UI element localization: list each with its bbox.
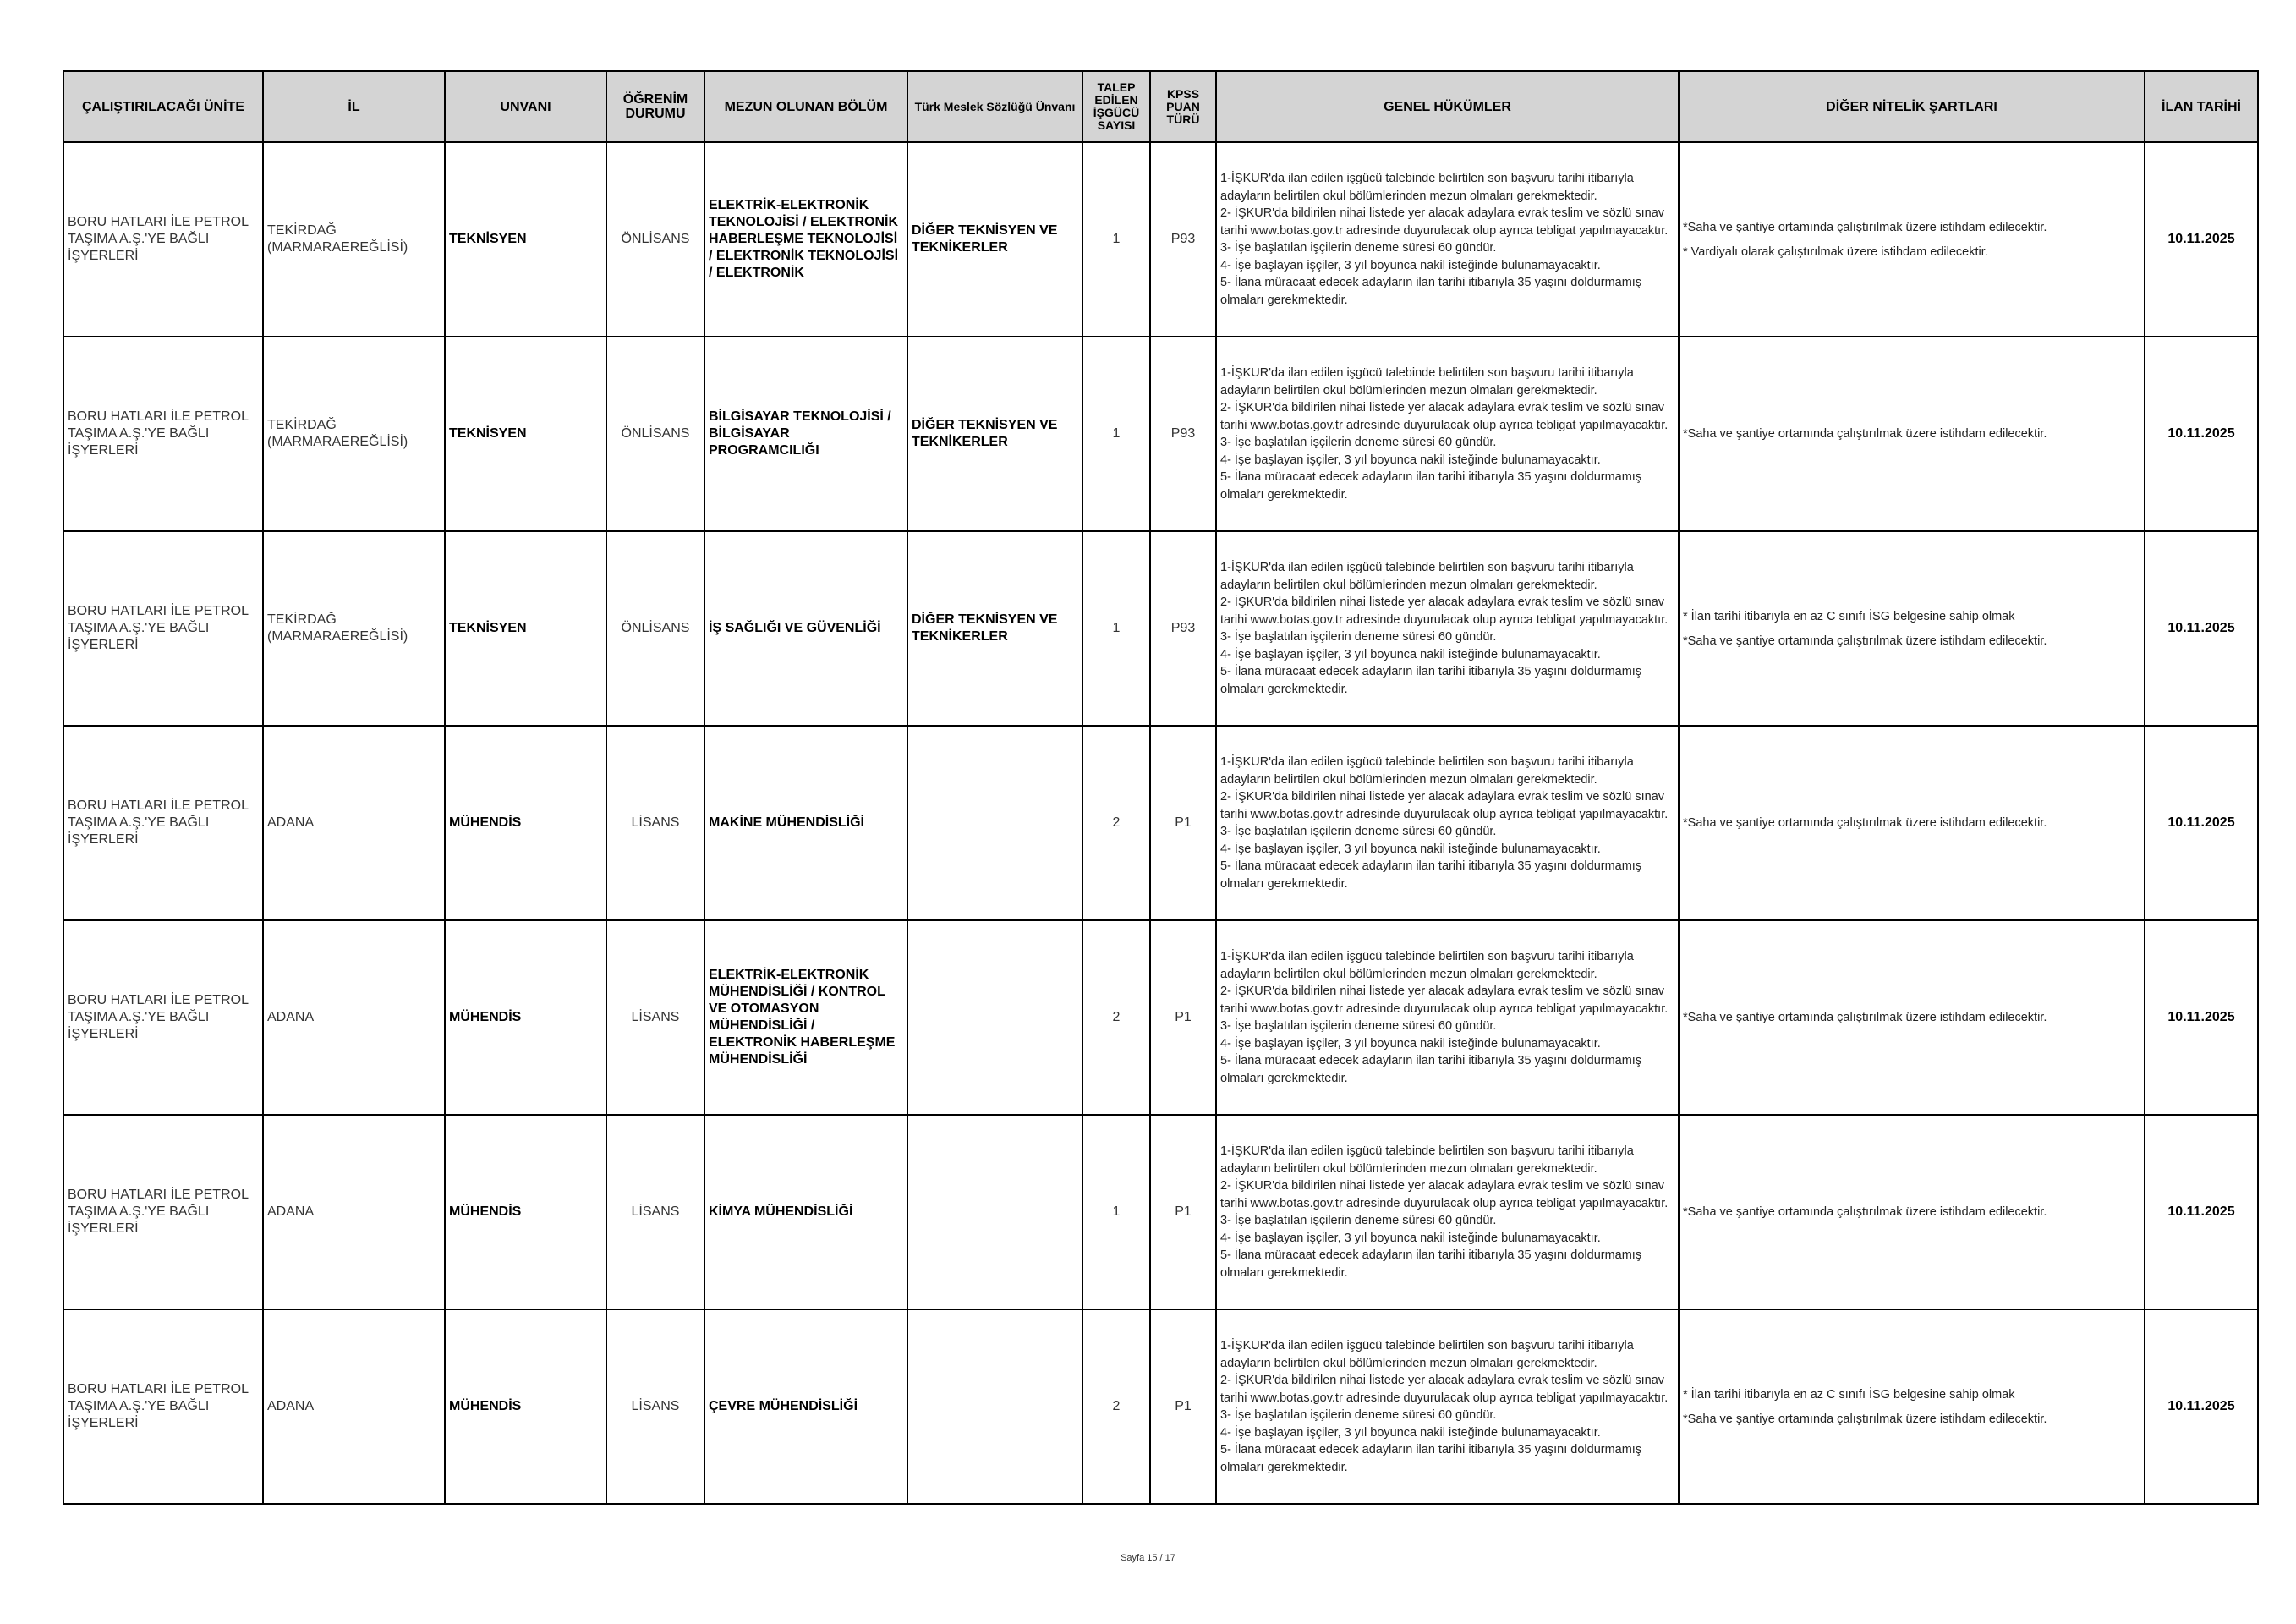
rule-item: 3- İşe başlatılan işçilerin deneme süresi 60 gündür. [1220,436,1497,449]
requirement-item: *Saha ve şantiye ortamında çalıştırılmak üzere istihdam edilecektir. [1683,220,2047,234]
header-row [63,71,2258,142]
requirement-item: *Saha ve şantiye ortamında çalıştırılmak üzere istihdam edilecektir. [1683,1205,2047,1219]
kpss-cell: P1 [1150,920,1216,1115]
requirement-item: * Vardiyalı olarak çalıştırılmak üzere istihdam edilecektir. [1683,244,1988,259]
count-cell: 1 [1082,1115,1150,1309]
rule-item: 2- İŞKUR'da bildirilen nihai listede yer alacak adaylara evrak teslim ve sözlü sınav tarihi www.botas.gov.tr adresinde duyurulacak olup ayrıca tebligat yapılmayacaktır. [1220,595,1669,627]
city-cell: TEKİRDAĞ (MARMARAEREĞLİSİ) [263,531,445,726]
education-cell: ÖNLİSANS [606,337,704,531]
kpss-cell: P93 [1150,337,1216,531]
table-row [63,920,2258,1115]
rule-item: 1-İŞKUR'da ilan edilen işgücü talebinde belirtilen son başvuru tarihi itibarıyla adayların belirtilen okul bölümlerinden mezun olmaları gerekmektedir. [1220,1144,1634,1176]
title-cell: TEKNİSYEN [445,142,606,337]
rule-item: 1-İŞKUR'da ilan edilen işgücü talebinde belirtilen son başvuru tarihi itibarıyla adayların belirtilen okul bölümlerinden mezun olmaları gerekmektedir. [1220,172,1634,203]
rule-item: 5- İlana müracaat edecek adayların ilan tarihi itibarıyla 35 yaşını doldurmamış olmaları gerekmektedir. [1220,276,1642,307]
rule-item: 2- İŞKUR'da bildirilen nihai listede yer alacak adaylara evrak teslim ve sözlü sınav tarihi www.botas.gov.tr adresinde duyurulacak olup ayrıca tebligat yapılmayacaktır. [1220,206,1669,238]
city-cell: TEKİRDAĞ (MARMARAEREĞLİSİ) [263,337,445,531]
unit-cell: BORU HATLARI İLE PETROL TAŞIMA A.Ş.'YE BAĞLI İŞYERLERİ [63,920,263,1115]
title-cell: MÜHENDİS [445,726,606,920]
department-cell: ELEKTRİK-ELEKTRONİK TEKNOLOJİSİ / ELEKTRONİK HABERLEŞME TEKNOLOJİSİ / ELEKTRONİK TEKNOLOJİSİ / ELEKTRONİK [704,142,907,337]
requirement-item: *Saha ve şantiye ortamında çalıştırılmak üzere istihdam edilecektir. [1683,427,2047,441]
header-title: UNVANI [445,71,606,142]
general-rules-cell [1216,1309,1679,1504]
header-general-rules: GENEL HÜKÜMLER [1216,71,1679,142]
city-cell: ADANA [263,726,445,920]
count-cell: 1 [1082,337,1150,531]
date-cell: 10.11.2025 [2145,1309,2258,1504]
education-cell: ÖNLİSANS [606,142,704,337]
header-education: ÖĞRENİM DURUMU [606,71,704,142]
title-cell: TEKNİSYEN [445,337,606,531]
unit-cell: BORU HATLARI İLE PETROL TAŞIMA A.Ş.'YE BAĞLI İŞYERLERİ [63,337,263,531]
job-listing-table [63,70,2259,1505]
rule-item: 3- İşe başlatılan işçilerin deneme süresi 60 gündür. [1220,1019,1497,1033]
title-cell: TEKNİSYEN [445,531,606,726]
rule-item: 5- İlana müracaat edecek adayların ilan tarihi itibarıyla 35 yaşını doldurmamış olmaları gerekmektedir. [1220,1443,1642,1474]
table-row [63,1309,2258,1504]
requirement-item: *Saha ve şantiye ortamında çalıştırılmak üzere istihdam edilecektir. [1683,1412,2047,1426]
occupation-cell: DİĞER TEKNİSYEN VE TEKNİKERLER [907,142,1082,337]
title-cell: MÜHENDİS [445,1309,606,1504]
rule-item: 4- İşe başlayan işçiler, 3 yıl boyunca nakil isteğinde bulunamayacaktır. [1220,842,1601,856]
rule-item: 3- İşe başlatılan işçilerin deneme süresi 60 gündür. [1220,241,1497,255]
rule-item: 5- İlana müracaat edecek adayların ilan tarihi itibarıyla 35 yaşını doldurmamış olmaları gerekmektedir. [1220,1248,1642,1280]
rule-item: 3- İşe başlatılan işçilerin deneme süresi 60 gündür. [1220,1408,1497,1422]
requirement-item: *Saha ve şantiye ortamında çalıştırılmak üzere istihdam edilecektir. [1683,1011,2047,1024]
title-cell: MÜHENDİS [445,920,606,1115]
rule-item: 2- İŞKUR'da bildirilen nihai listede yer alacak adaylara evrak teslim ve sözlü sınav tarihi www.botas.gov.tr adresinde duyurulacak olup ayrıca tebligat yapılmayacaktır. [1220,985,1669,1016]
unit-cell: BORU HATLARI İLE PETROL TAŞIMA A.Ş.'YE BAĞLI İŞYERLERİ [63,531,263,726]
rule-item: 1-İŞKUR'da ilan edilen işgücü talebinde belirtilen son başvuru tarihi itibarıyla adayların belirtilen okul bölümlerinden mezun olmaları gerekmektedir. [1220,755,1634,787]
rule-item: 1-İŞKUR'da ilan edilen işgücü talebinde belirtilen son başvuru tarihi itibarıyla adayların belirtilen okul bölümlerinden mezun olmaları gerekmektedir. [1220,1339,1634,1370]
department-cell: İŞ SAĞLIĞI VE GÜVENLİĞİ [704,531,907,726]
table-row [63,726,2258,920]
header-date: İLAN TARİHİ [2145,71,2258,142]
rule-item: 5- İlana müracaat edecek adayların ilan tarihi itibarıyla 35 yaşını doldurmamış olmaları gerekmektedir. [1220,1054,1642,1085]
department-cell: MAKİNE MÜHENDİSLİĞİ [704,726,907,920]
requirement-item: * İlan tarihi itibarıyla en az C sınıfı İSG belgesine sahip olmak [1683,609,2015,623]
other-requirements-cell [1679,1115,2145,1309]
occupation-cell: DİĞER TEKNİSYEN VE TEKNİKERLER [907,531,1082,726]
other-requirements-cell [1679,531,2145,726]
page-number: Sayfa 15 / 17 [1121,1553,1175,1563]
header-city: İL [263,71,445,142]
rule-item: 3- İşe başlatılan işçilerin deneme süresi 60 gündür. [1220,1214,1497,1227]
general-rules-cell [1216,142,1679,337]
table-row [63,142,2258,337]
rule-item: 3- İşe başlatılan işçilerin deneme süresi 60 gündür. [1220,630,1497,644]
city-cell: ADANA [263,1115,445,1309]
unit-cell: BORU HATLARI İLE PETROL TAŞIMA A.Ş.'YE BAĞLI İŞYERLERİ [63,1309,263,1504]
other-requirements-cell [1679,726,2145,920]
general-rules-cell [1216,337,1679,531]
date-cell: 10.11.2025 [2145,1115,2258,1309]
occupation-cell [907,1115,1082,1309]
table-row [63,1115,2258,1309]
occupation-cell: DİĞER TEKNİSYEN VE TEKNİKERLER [907,337,1082,531]
kpss-cell: P1 [1150,1115,1216,1309]
rule-item: 5- İlana müracaat edecek adayların ilan tarihi itibarıyla 35 yaşını doldurmamış olmaları gerekmektedir. [1220,470,1642,502]
count-cell: 2 [1082,726,1150,920]
rule-item: 5- İlana müracaat edecek adayların ilan tarihi itibarıyla 35 yaşını doldurmamış olmaları gerekmektedir. [1220,665,1642,696]
other-requirements-cell [1679,337,2145,531]
kpss-cell: P93 [1150,531,1216,726]
rule-item: 4- İşe başlayan işçiler, 3 yıl boyunca nakil isteğinde bulunamayacaktır. [1220,647,1601,661]
other-requirements-cell [1679,142,2145,337]
rule-item: 4- İşe başlayan işçiler, 3 yıl boyunca nakil isteğinde bulunamayacaktır. [1220,258,1601,272]
other-requirements-cell [1679,1309,2145,1504]
header-department: MEZUN OLUNAN BÖLÜM [704,71,907,142]
general-rules-cell [1216,726,1679,920]
table-header [63,71,2258,142]
city-cell: ADANA [263,1309,445,1504]
header-other-requirements: DİĞER NİTELİK ŞARTLARI [1679,71,2145,142]
count-cell: 1 [1082,531,1150,726]
table-body [63,142,2258,1504]
city-cell: TEKİRDAĞ (MARMARAEREĞLİSİ) [263,142,445,337]
education-cell: LİSANS [606,920,704,1115]
general-rules-cell [1216,1115,1679,1309]
requirement-item: *Saha ve şantiye ortamında çalıştırılmak üzere istihdam edilecektir. [1683,634,2047,648]
rule-item: 1-İŞKUR'da ilan edilen işgücü talebinde belirtilen son başvuru tarihi itibarıyla adayların belirtilen okul bölümlerinden mezun olmaları gerekmektedir. [1220,561,1634,592]
requirement-item: *Saha ve şantiye ortamında çalıştırılmak üzere istihdam edilecektir. [1683,816,2047,830]
date-cell: 10.11.2025 [2145,337,2258,531]
requirement-item: * İlan tarihi itibarıyla en az C sınıfı İSG belgesine sahip olmak [1683,1387,2015,1402]
rule-item: 2- İŞKUR'da bildirilen nihai listede yer alacak adaylara evrak teslim ve sözlü sınav tarihi www.botas.gov.tr adresinde duyurulacak olup ayrıca tebligat yapılmayacaktır. [1220,1179,1669,1210]
rule-item: 4- İşe başlayan işçiler, 3 yıl boyunca nakil isteğinde bulunamayacaktır. [1220,453,1601,467]
education-cell: LİSANS [606,726,704,920]
rule-item: 4- İşe başlayan işçiler, 3 yıl boyunca nakil isteğinde bulunamayacaktır. [1220,1231,1601,1245]
department-cell: ELEKTRİK-ELEKTRONİK MÜHENDİSLİĞİ / KONTROL VE OTOMASYON MÜHENDİSLİĞİ / ELEKTRONİK HABERLEŞME MÜHENDİSLİĞİ [704,920,907,1115]
occupation-cell [907,1309,1082,1504]
date-cell: 10.11.2025 [2145,920,2258,1115]
education-cell: LİSANS [606,1309,704,1504]
department-cell: ÇEVRE MÜHENDİSLİĞİ [704,1309,907,1504]
occupation-cell [907,920,1082,1115]
date-cell: 10.11.2025 [2145,726,2258,920]
rule-item: 3- İşe başlatılan işçilerin deneme süresi 60 gündür. [1220,825,1497,838]
header-count: TALEP EDİLEN İŞGÜCÜ SAYISI [1082,71,1150,142]
header-unit: ÇALIŞTIRILACAĞI ÜNİTE [63,71,263,142]
title-cell: MÜHENDİS [445,1115,606,1309]
rule-item: 1-İŞKUR'da ilan edilen işgücü talebinde belirtilen son başvuru tarihi itibarıyla adayların belirtilen okul bölümlerinden mezun olmaları gerekmektedir. [1220,950,1634,981]
general-rules-cell [1216,531,1679,726]
rule-item: 2- İŞKUR'da bildirilen nihai listede yer alacak adaylara evrak teslim ve sözlü sınav tarihi www.botas.gov.tr adresinde duyurulacak olup ayrıca tebligat yapılmayacaktır. [1220,401,1669,432]
rule-item: 1-İŞKUR'da ilan edilen işgücü talebinde belirtilen son başvuru tarihi itibarıyla adayların belirtilen okul bölümlerinden mezun olmaları gerekmektedir. [1220,366,1634,398]
table-row [63,337,2258,531]
count-cell: 2 [1082,1309,1150,1504]
unit-cell: BORU HATLARI İLE PETROL TAŞIMA A.Ş.'YE BAĞLI İŞYERLERİ [63,142,263,337]
unit-cell: BORU HATLARI İLE PETROL TAŞIMA A.Ş.'YE BAĞLI İŞYERLERİ [63,726,263,920]
kpss-cell: P93 [1150,142,1216,337]
department-cell: BİLGİSAYAR TEKNOLOJİSİ / BİLGİSAYAR PROGRAMCILIĞI [704,337,907,531]
rule-item: 2- İŞKUR'da bildirilen nihai listede yer alacak adaylara evrak teslim ve sözlü sınav tarihi www.botas.gov.tr adresinde duyurulacak olup ayrıca tebligat yapılmayacaktır. [1220,1374,1669,1405]
count-cell: 2 [1082,920,1150,1115]
date-cell: 10.11.2025 [2145,142,2258,337]
other-requirements-cell [1679,920,2145,1115]
rule-item: 2- İŞKUR'da bildirilen nihai listede yer alacak adaylara evrak teslim ve sözlü sınav tarihi www.botas.gov.tr adresinde duyurulacak olup ayrıca tebligat yapılmayacaktır. [1220,790,1669,821]
count-cell: 1 [1082,142,1150,337]
unit-cell: BORU HATLARI İLE PETROL TAŞIMA A.Ş.'YE BAĞLI İŞYERLERİ [63,1115,263,1309]
education-cell: ÖNLİSANS [606,531,704,726]
rule-item: 4- İşe başlayan işçiler, 3 yıl boyunca nakil isteğinde bulunamayacaktır. [1220,1425,1601,1440]
header-kpss: KPSS PUAN TÜRÜ [1150,71,1216,142]
rule-item: 5- İlana müracaat edecek adayların ilan tarihi itibarıyla 35 yaşını doldurmamış olmaları gerekmektedir. [1220,859,1642,891]
general-rules-cell [1216,920,1679,1115]
header-occupation: Türk Meslek Sözlüğü Ünvanı [907,71,1082,142]
table-row [63,531,2258,726]
kpss-cell: P1 [1150,1309,1216,1504]
city-cell: ADANA [263,920,445,1115]
rule-item: 4- İşe başlayan işçiler, 3 yıl boyunca nakil isteğinde bulunamayacaktır. [1220,1036,1601,1051]
education-cell: LİSANS [606,1115,704,1309]
department-cell: KİMYA MÜHENDİSLİĞİ [704,1115,907,1309]
occupation-cell [907,726,1082,920]
kpss-cell: P1 [1150,726,1216,920]
date-cell: 10.11.2025 [2145,531,2258,726]
